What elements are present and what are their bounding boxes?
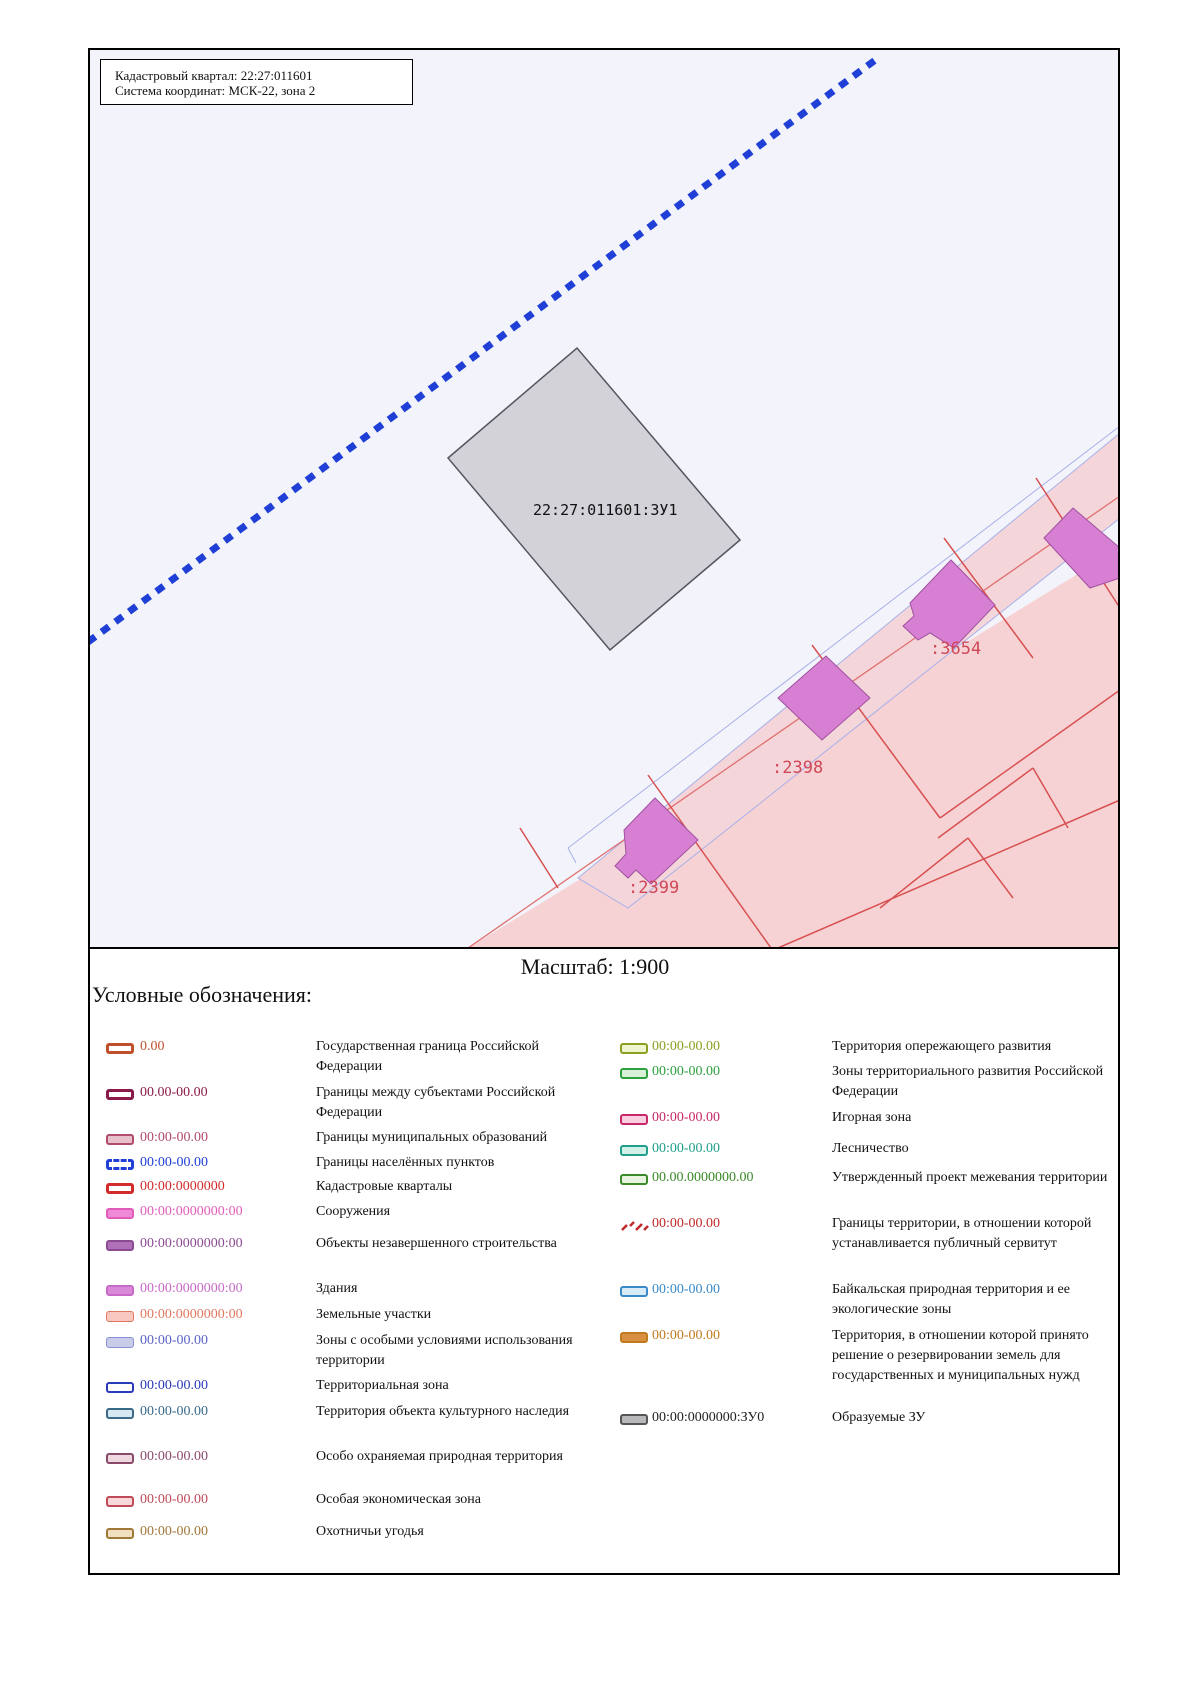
public-servitude-icon bbox=[620, 1218, 650, 1234]
reserved-land-icon bbox=[620, 1332, 648, 1343]
legend-description: Территориальная зона bbox=[316, 1378, 449, 1393]
legend-code: 00:00-00.00 bbox=[140, 1130, 209, 1145]
map-scale: Масштаб: 1:900 bbox=[520, 954, 670, 979]
unfinished-construction-icon bbox=[106, 1240, 134, 1251]
legend-code: 00:00-00.00 bbox=[140, 1378, 209, 1393]
gambling-zone-icon bbox=[620, 1114, 648, 1125]
legend-description: Сооружения bbox=[316, 1204, 391, 1219]
legend-description: Государственная граница Российской Федерации bbox=[316, 1039, 540, 1074]
baikal-territory-icon bbox=[620, 1286, 648, 1297]
legend-description: Границы муниципальных образований bbox=[316, 1130, 548, 1145]
legend-code: 00:00-00.00 bbox=[652, 1039, 721, 1054]
legend-code: 00:00-00.00 bbox=[652, 1282, 721, 1297]
legend-description: Территория объекта культурного наследия bbox=[316, 1404, 570, 1419]
legend-code: 00:00:0000000 bbox=[140, 1179, 225, 1194]
legend-description: Границы территории, в отношении которой устанавливается публичный сервитут bbox=[832, 1216, 1092, 1251]
legend-code: 00:00-00.00 bbox=[140, 1155, 209, 1170]
cadastral-quarter-text: Кадастровый квартал: 22:27:011601 bbox=[115, 68, 313, 83]
legend-description: Зоны с особыми условиями использования территории bbox=[316, 1333, 573, 1368]
legend-description: Территория опережающего развития bbox=[832, 1039, 1052, 1054]
lot-label-3654: :3654 bbox=[930, 639, 982, 659]
protected-area-icon bbox=[106, 1453, 134, 1464]
legend-description: Лесничество bbox=[832, 1141, 909, 1156]
building-icon bbox=[106, 1285, 134, 1296]
legend-code: 00:00-00.00 bbox=[140, 1449, 209, 1464]
legend-code: 00:00-00.00 bbox=[140, 1492, 209, 1507]
special-zone-icon bbox=[106, 1337, 134, 1348]
forestry-icon bbox=[620, 1145, 648, 1156]
territorial-development-icon bbox=[620, 1068, 648, 1079]
legend-title: Условные обозначения: bbox=[92, 982, 313, 1007]
subject-border-icon bbox=[106, 1089, 134, 1100]
formed-plot-icon bbox=[620, 1414, 648, 1425]
legend-description: Объекты незавершенного строительства bbox=[316, 1236, 557, 1251]
legend-code: 00:00:0000000:00 bbox=[140, 1281, 243, 1296]
legend-description: Кадастровые кварталы bbox=[316, 1179, 453, 1194]
municipal-border-icon bbox=[106, 1134, 134, 1145]
advanced-development-icon bbox=[620, 1043, 648, 1054]
settlement-border-icon bbox=[106, 1159, 134, 1170]
lot-label-2399: :2399 bbox=[628, 878, 680, 898]
legend-code: 00:00:0000000:ЗУ0 bbox=[652, 1410, 765, 1425]
legend-code: 00:00-00.00 bbox=[140, 1524, 209, 1539]
cultural-heritage-icon bbox=[106, 1408, 134, 1419]
legend-description: Земельные участки bbox=[316, 1307, 432, 1322]
legend-description: Игорная зона bbox=[832, 1110, 912, 1125]
legend-description: Зоны территориального развития Российской Федерации bbox=[832, 1064, 1104, 1099]
legend-description: Особая экономическая зона bbox=[316, 1492, 481, 1507]
legend-description: Особо охраняемая природная территория bbox=[316, 1449, 563, 1464]
legend-description: Байкальская природная территория и ее экологические зоны bbox=[832, 1282, 1070, 1317]
legend-code: 00:00-00.00 bbox=[652, 1141, 721, 1156]
legend-code: 00:00-00.00 bbox=[652, 1216, 721, 1231]
legend-code: 00:00-00.00 bbox=[652, 1328, 721, 1343]
legend-code: 00:00-00.00 bbox=[652, 1064, 721, 1079]
structure-icon bbox=[106, 1208, 134, 1219]
cadastral-quarter-icon bbox=[106, 1183, 134, 1194]
land-plot-icon bbox=[106, 1311, 134, 1322]
legend-description: Утвержденный проект межевания территории bbox=[832, 1170, 1108, 1185]
legend-code: 00:00-00.00 bbox=[140, 1333, 209, 1348]
legend-code: 00:00:0000000:00 bbox=[140, 1307, 243, 1322]
legend-description: Охотничьи угодья bbox=[316, 1524, 424, 1539]
legend-description: Границы между субъектами Российской Федерации bbox=[316, 1085, 556, 1120]
economic-zone-icon bbox=[106, 1496, 134, 1507]
legend-code: 00:00:0000000:00 bbox=[140, 1204, 243, 1219]
lot-label-2398: :2398 bbox=[772, 758, 824, 778]
legend-code: 00:00-00.00 bbox=[140, 1404, 209, 1419]
coordinate-system-text: Система координат: МСК-22, зона 2 bbox=[115, 83, 316, 98]
territorial-zone-icon bbox=[106, 1382, 134, 1393]
hunting-grounds-icon bbox=[106, 1528, 134, 1539]
legend-code: 00:00:0000000:00 bbox=[140, 1236, 243, 1251]
legend-description: Границы населённых пунктов bbox=[316, 1155, 495, 1170]
parcel-label: 22:27:011601:ЗУ1 bbox=[533, 501, 678, 519]
survey-project-icon bbox=[620, 1174, 648, 1185]
legend-description: Образуемые ЗУ bbox=[832, 1410, 926, 1425]
legend-code: 00.00.0000000.00 bbox=[652, 1170, 754, 1185]
legend-description: Здания bbox=[316, 1281, 358, 1296]
legend-code: 00.00-00.00 bbox=[140, 1085, 208, 1100]
legend-code: 00:00-00.00 bbox=[652, 1110, 721, 1125]
legend-code: 0.00 bbox=[140, 1039, 165, 1054]
legend-description: Территория, в отношении которой принято решение о резервировании земель для государственных и муниципальных нужд bbox=[832, 1328, 1089, 1383]
state-border-icon bbox=[106, 1043, 134, 1054]
